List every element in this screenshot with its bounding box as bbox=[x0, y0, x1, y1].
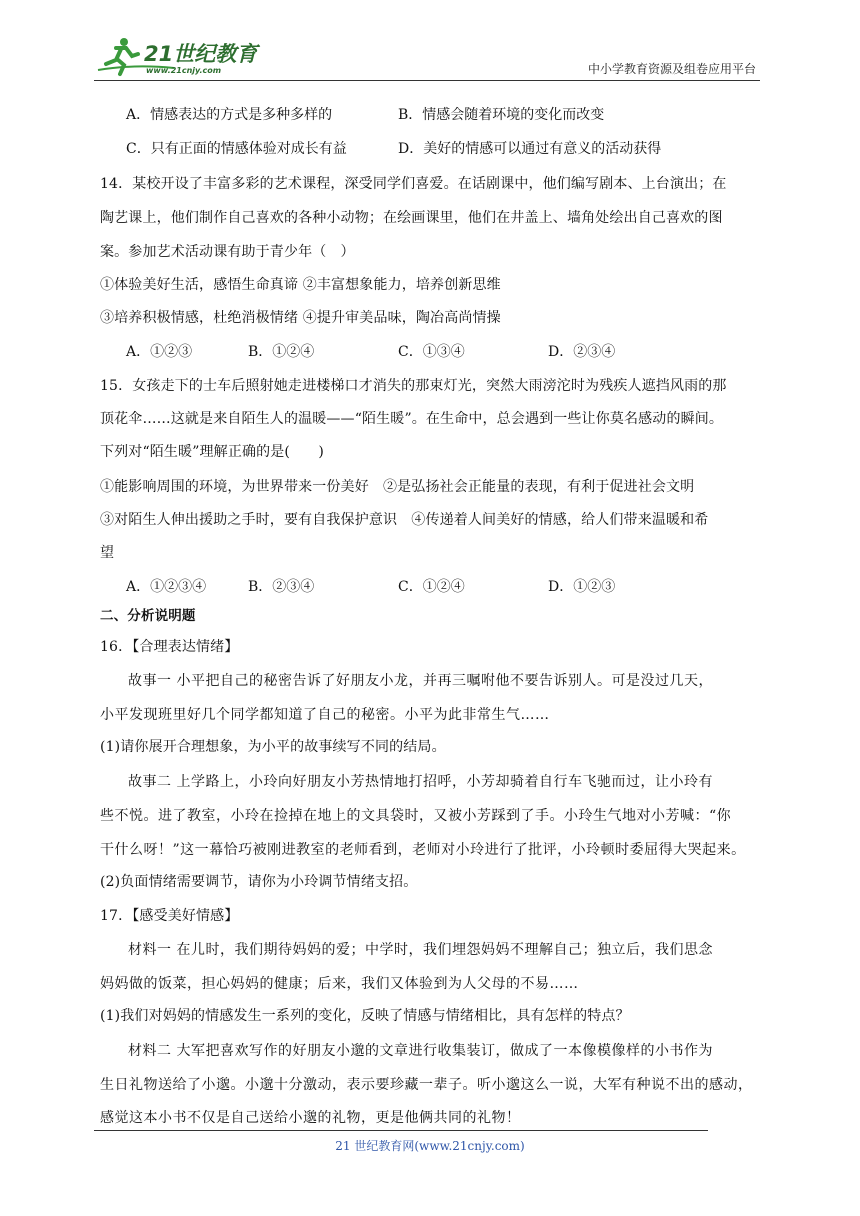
q15-statement-2: ③对陌生人伸出援助之手时，要有自我保护意识 ④传递着人间美好的情感，给人们带来温暖和希 bbox=[100, 512, 709, 528]
q15-option-d: D．①②③ bbox=[548, 579, 616, 595]
q17-heading: 17．【感受美好情感】 bbox=[100, 908, 239, 924]
svg-text:21世纪教育: 21世纪教育 bbox=[144, 42, 258, 66]
q15-stem-line-1: 15．女孩走下的士车后照射她走进楼梯口才消失的那束灯光，突然大雨滂沱时为残疾人遮挡风雨的那 bbox=[100, 378, 727, 394]
q14-option-b: B．①②④ bbox=[248, 344, 315, 360]
q17-material2-line-3: 感觉这本小书不仅是自己送给小邈的礼物，更是他俩共同的礼物！ bbox=[100, 1110, 521, 1126]
q13-option-d: D．美好的情感可以通过有意义的活动获得 bbox=[398, 141, 662, 157]
q13-option-a: A．情感表达的方式是多种多样的 bbox=[126, 107, 333, 123]
q14-stem-line-3: 案。参加艺术活动课有助于青少年（ ） bbox=[100, 244, 355, 260]
q15-stem-line-2: 顶花伞……这就是来自陌生人的温暖——“陌生暖”。在生命中，总会遇到一些让你莫名感动的瞬间。 bbox=[100, 411, 724, 427]
q17-material1-line-1: 材料一 在儿时，我们期待妈妈的爱；中学时，我们埋怨妈妈不理解自己；独立后，我们思念 bbox=[128, 942, 713, 958]
q17-question-1: (1)我们对妈妈的情感发生一系列的变化，反映了情感与情绪相比，具有怎样的特点？ bbox=[100, 1008, 630, 1024]
q15-statement-3: 望 bbox=[100, 545, 115, 561]
q16-story1-line-2: 小平发现班里好几个同学都知道了自己的秘密。小平为此非常生气…… bbox=[100, 707, 550, 723]
page-header bbox=[94, 34, 760, 82]
q15-stem-line-3: 下列对“陌生暖”理解正确的是( ) bbox=[100, 444, 324, 460]
q14-statement-1: ①体验美好生活，感悟生命真谛 ②丰富想象能力，培养创新思维 bbox=[100, 277, 501, 293]
q15-option-c: C．①②④ bbox=[398, 579, 465, 595]
q14-option-d: D．②③④ bbox=[548, 344, 616, 360]
header-divider bbox=[94, 80, 760, 81]
q16-question-2: (2)负面情绪需要调节，请你为小玲调节情绪支招。 bbox=[100, 874, 418, 890]
q17-material2-line-1: 材料二 大军把喜欢写作的好朋友小邈的文章进行收集装订，做成了一本像模像样的小书作为 bbox=[128, 1043, 713, 1059]
q14-statement-2: ③培养积极情感，杜绝消极情绪 ④提升审美品味，陶冶高尚情操 bbox=[100, 310, 501, 326]
footer-site-link[interactable]: 21 世纪教育网(www.21cnjy.com) bbox=[335, 1139, 525, 1153]
q13-option-b: B．情感会随着环境的变化而改变 bbox=[398, 107, 605, 123]
site-logo[interactable] bbox=[94, 34, 264, 78]
q15-statement-1: ①能影响周围的环境，为世界带来一份美好 ②是弘扬社会正能量的表现，有利于促进社会文明 bbox=[100, 479, 695, 495]
q16-question-1: (1)请你展开合理想象，为小平的故事续写不同的结局。 bbox=[100, 739, 446, 755]
q16-story1-line-1: 故事一 小平把自己的秘密告诉了好朋友小龙，并再三嘱咐他不要告诉别人。可是没过几天， bbox=[128, 673, 713, 689]
q16-heading: 16．【合理表达情绪】 bbox=[100, 639, 239, 655]
q15-option-b: B．②③④ bbox=[248, 579, 315, 595]
q14-option-c: C．①③④ bbox=[398, 344, 465, 360]
footer-divider bbox=[94, 1130, 708, 1131]
q14-stem-line-2: 陶艺课上，他们制作自己喜欢的各种小动物；在绘画课里，他们在井盖上、墙角处绘出自己喜欢的图 bbox=[100, 210, 723, 226]
q14-stem-line-1: 14．某校开设了丰富多彩的艺术课程，深受同学们喜爱。在话剧课中，他们编写剧本、上台演出；在 bbox=[100, 176, 727, 192]
q16-story2-line-1: 故事二 上学路上，小玲向好朋友小芳热情地打招呼，小芳却骑着自行车飞驰而过，让小玲有 bbox=[128, 774, 713, 790]
q17-material1-line-2: 妈妈做的饭菜，担心妈妈的健康；后来，我们又体验到为人父母的不易…… bbox=[100, 976, 579, 992]
q13-option-c: C．只有正面的情感体验对成长有益 bbox=[126, 141, 347, 157]
q16-story2-line-3: 干什么呀！”这一幕恰巧被刚进教室的老师看到，老师对小玲进行了批评，小玲顿时委屈得大哭起来。 bbox=[100, 842, 746, 858]
runner-logo-icon bbox=[94, 34, 264, 78]
platform-name: 中小学教育资源及组卷应用平台 bbox=[587, 62, 756, 76]
q15-option-a: A．①②③④ bbox=[126, 579, 207, 595]
q17-material2-line-2: 生日礼物送给了小邈。小邈十分激动，表示要珍藏一辈子。听小邈这么一说，大军有种说不出的感动， bbox=[100, 1077, 753, 1093]
section-title: 二、分析说明题 bbox=[100, 608, 196, 624]
q14-option-a: A．①②③ bbox=[126, 344, 193, 360]
svg-text:www.21cnjy.com: www.21cnjy.com bbox=[146, 66, 222, 75]
q16-story2-line-2: 些不悦。进了教室，小玲在捡掉在地上的文具袋时，又被小芳踩到了手。小玲生气地对小芳喊：“你 bbox=[100, 808, 732, 824]
